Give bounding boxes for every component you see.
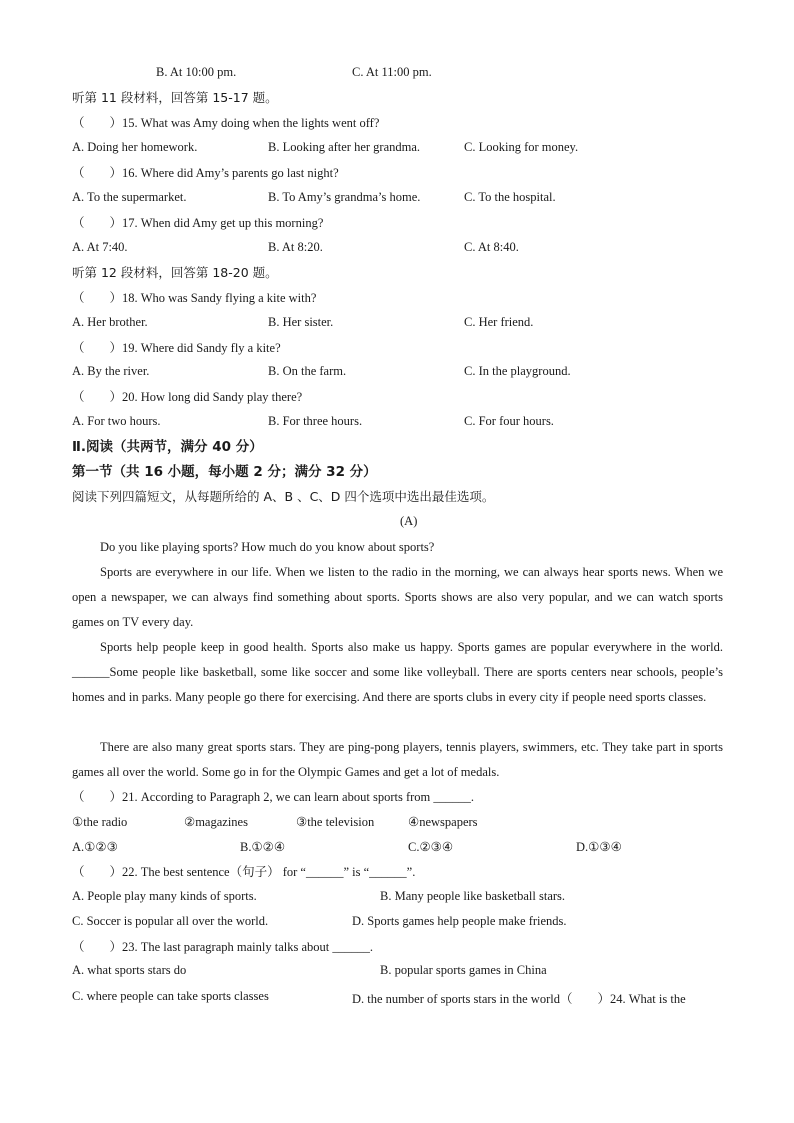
question-16: （ ）16. Where did Amy’s parents go last night? xyxy=(72,166,339,180)
section-11-heading: 听第 11 段材料，回答第 15-17 题。 xyxy=(72,90,278,105)
question-23: （ ）23. The last paragraph mainly talks about ______. xyxy=(72,940,373,954)
q19-option-c: C. In the playground. xyxy=(464,364,571,378)
passage-paragraph-4: There are also many great sports stars. They are ping-pong players, tennis players, swimmers, etc. They take part in sports games all over the world. Some go in for the Olympic Games and get a lot of medals. xyxy=(72,740,723,779)
q23-option-c: C. where people can take sports classes xyxy=(72,989,269,1003)
q21-item-4: ④newspapers xyxy=(408,815,478,829)
reading-instructions: 阅读下列四篇短文，从每题所给的 A、B 、C、D 四个选项中选出最佳选项。 xyxy=(72,489,495,504)
q17-option-a: A. At 7:40. xyxy=(72,240,128,254)
q18-option-a: A. Her brother. xyxy=(72,315,148,329)
question-18: （ ）18. Who was Sandy flying a kite with? xyxy=(72,291,317,305)
q18-option-c: C. Her friend. xyxy=(464,315,534,329)
question-15: （ ）15. What was Amy doing when the lights went off? xyxy=(72,116,380,130)
q22-option-c: C. Soccer is popular all over the world. xyxy=(72,914,269,928)
part-one-title: 第一节（共 16 小题，每小题 2 分；满分 32 分） xyxy=(72,464,377,480)
prev-option-b: B. At 10:00 pm. xyxy=(156,65,237,79)
q21-option-d: D.①③④ xyxy=(576,840,622,854)
q19-option-a: A. By the river. xyxy=(72,364,150,378)
question-22: （ ）22. The best sentence（句子） for “______” is “______”. xyxy=(72,865,416,879)
q21-option-a: A.①②③ xyxy=(72,840,118,854)
q16-option-b: B. To Amy’s grandma’s home. xyxy=(268,190,421,204)
question-19: （ ）19. Where did Sandy fly a kite? xyxy=(72,341,281,355)
q21-item-2: ②magazines xyxy=(184,815,248,829)
prev-option-c: C. At 11:00 pm. xyxy=(352,65,432,79)
passage-paragraph-3: Sports help people keep in good health. Sports also make us happy. Sports games are popular everywhere in the world. ______Some people like basketball, some like soccer and some like volleyball. There are sports centers near schools, people’s homes and in parks. Many people go there for exercising. And there are sports clubs in every city if people need sports classes. xyxy=(72,640,723,704)
passage-label: (A) xyxy=(400,514,418,528)
q22-option-a: A. People play many kinds of sports. xyxy=(72,889,257,903)
q20-option-b: B. For three hours. xyxy=(268,414,363,428)
passage-paragraph-2: Sports are everywhere in our life. When we listen to the radio in the morning, we can always hear sports news. When we open a newspaper, we can always find something about sports. Sports shows are also very popular, and we can watch sports games on TV every day. xyxy=(72,565,723,629)
q20-option-a: A. For two hours. xyxy=(72,414,161,428)
passage-paragraph-1: Do you like playing sports? How much do you know about sports? xyxy=(100,540,435,554)
q15-option-a: A. Doing her homework. xyxy=(72,140,198,154)
q22-option-d: D. Sports games help people make friends. xyxy=(352,914,567,928)
question-20: （ ）20. How long did Sandy play there? xyxy=(72,390,303,404)
q19-option-b: B. On the farm. xyxy=(268,364,347,378)
q16-option-c: C. To the hospital. xyxy=(464,190,556,204)
q21-item-1: ①the radio xyxy=(72,815,128,829)
section-12-heading: 听第 12 段材料，回答第 18-20 题。 xyxy=(72,265,278,280)
q20-option-c: C. For four hours. xyxy=(464,414,554,428)
q17-option-b: B. At 8:20. xyxy=(268,240,323,254)
q16-option-a: A. To the supermarket. xyxy=(72,190,187,204)
q17-option-c: C. At 8:40. xyxy=(464,240,519,254)
q23-option-b: B. popular sports games in China xyxy=(380,963,547,977)
q23-option-a: A. what sports stars do xyxy=(72,963,187,977)
q18-option-b: B. Her sister. xyxy=(268,315,334,329)
question-17: （ ）17. When did Amy get up this morning? xyxy=(72,216,324,230)
q22-option-b: B. Many people like basketball stars. xyxy=(380,889,566,903)
reading-section-title: Ⅱ.阅读（共两节，满分 40 分） xyxy=(72,439,263,455)
q23-option-d: D. the number of sports stars in the world（ ）24. What is the xyxy=(352,992,686,1006)
question-21: （ ）21. According to Paragraph 2, we can learn about sports from ______. xyxy=(72,790,474,804)
q15-option-c: C. Looking for money. xyxy=(464,140,579,154)
q21-option-c: C.②③④ xyxy=(408,840,454,854)
q21-option-b: B.①②④ xyxy=(240,840,286,854)
q21-item-3: ③the television xyxy=(296,815,375,829)
q15-option-b: B. Looking after her grandma. xyxy=(268,140,421,154)
